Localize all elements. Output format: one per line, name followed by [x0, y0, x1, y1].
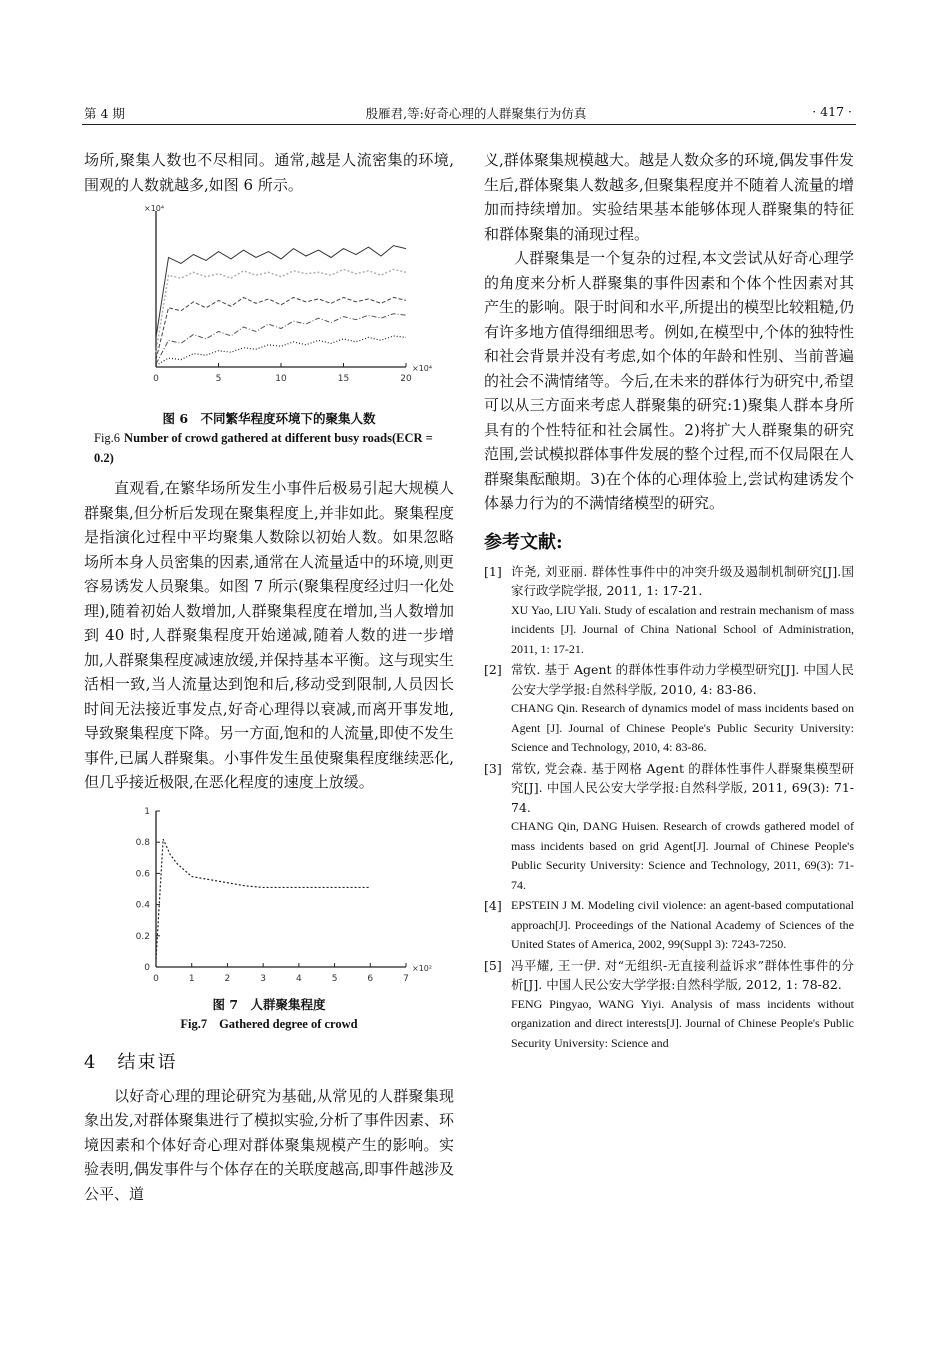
y-tick-label: 0 [144, 962, 150, 973]
figure-6-caption-label: Fig.6 [94, 431, 121, 445]
x-tick-label: 5 [331, 973, 338, 984]
reference-cn: 常钦. 基于 Agent 的群体性事件动力学模型研究[J]. 中国人民公安大学学报:自然科学版, 2010, 4: 83-86. [511, 662, 854, 697]
page-number: · 417 · [812, 104, 852, 119]
figure-7-chart [84, 799, 454, 991]
y-multiplier: ×10⁴ [144, 204, 165, 213]
reference-en: CHANG Qin. Research of dynamics model of mass incidents based on Agent [J]. Journal of Chinese People's Public Security University: Science and Technology, 2010, 4: 83-86. [511, 701, 854, 754]
figure-6-caption [84, 409, 454, 468]
right-para-1: 义,群体聚集规模越大。越是人数众多的环境,偶发事件发生后,群体聚集人数越多,但聚集程度并不随着人流量的增加而持续增加。实验结果基本能够体现人群聚集的特征和群体聚集的涌现过程。 [484, 151, 854, 243]
reference-item [484, 896, 854, 955]
left-column [84, 148, 454, 1206]
section-heading: 4 结束语 [84, 1051, 178, 1073]
reference-item [484, 759, 854, 896]
reference-en: EPSTEIN J M. Modeling civil violence: an agent-based computational approach[J]. Proceedings of the National Academy of Sciences of the United States of America, 2002, 99(Suppl 3): 7243-7250. [511, 898, 854, 951]
series-line [156, 839, 370, 959]
reference-cn: 许尧, 刘亚丽. 群体性事件中的冲突升级及遏制机制研究[J].国家行政学院学报, 2011, 1: 17-21. [511, 563, 854, 598]
x-tick-label: 2 [224, 973, 231, 984]
reference-en: XU Yao, LIU Yali. Study of escalation and restrain mechanism of mass incidents [J]. Journal of China National School of Administration, 2011, 1: 17-21. [511, 602, 854, 656]
figure-6 [84, 199, 454, 399]
reference-list [484, 562, 854, 1054]
references-heading: 参考文献: [484, 531, 563, 553]
series-line-5 [156, 336, 406, 366]
figure-7 [84, 799, 454, 991]
issue-number: 第 4 期 [84, 106, 125, 121]
header-rule [82, 124, 856, 125]
figure-6-caption-cn: 图 6 不同繁华程度环境下的聚集人数 [162, 411, 376, 426]
left-para-1: 场所,聚集人数也不尽相同。通常,越是人流密集的环境,围观的人数就越多,如图 6 所示。 [84, 151, 454, 194]
running-title: 殷雁君,等:好奇心理的人群聚集行为仿真 [365, 106, 587, 121]
x-tick-label: 4 [295, 973, 302, 984]
x-tick-label: 1 [188, 973, 195, 984]
x-tick-label: 0 [153, 973, 159, 984]
reference-item [484, 562, 854, 660]
reference-item [484, 956, 854, 1054]
reference-number: [1] [484, 563, 502, 579]
right-para-2: 人群聚集是一个复杂的过程,本文尝试从好奇心理学的角度来分析人群聚集的事件因素和个体个性因素对其产生的影响。限于时间和水平,所提出的模型比较粗糙,仍有许多地方值得细细思考。例如,在模型中,个体的独特性和社会背景并没有考虑,如个体的年龄和性别、当前普遍的社会不满情绪等。今后,在未来的群体行为研究中,希望可以从三方面来考虑人群聚集的研究:1)聚集人群本身所具有的个性特征和社会属性。2)将扩大人群聚集的研究范围,尝试模拟群体事件发展的整个过程,而不仅局限在人群聚集酝酿期。3)在个体的心理体验上,尝试构建诱发个体暴力行为的不满情绪模型的研究。 [484, 249, 854, 512]
reference-cn: 常钦, 党会森. 基于网格 Agent 的群体性事件人群聚集模型研究[J]. 中国人民公安大学学报:自然科学版, 2011, 69(3): 71-74. [511, 760, 854, 815]
y-tick-label: 0.6 [135, 868, 150, 879]
figure-7-caption-label: Fig.7 [180, 1016, 208, 1031]
figure-7-caption-en: Gathered degree of crowd [219, 1016, 358, 1031]
reference-en: CHANG Qin, DANG Huisen. Research of crowds gathered model of mass incidents based on grid Agent[J]. Journal of Chinese People's Public Security University: Science and Technology, 2011, 69(3): 71-74. [511, 819, 854, 892]
reference-number: [5] [484, 957, 502, 973]
y-tick-label: 1 [144, 806, 150, 817]
reference-number: [4] [484, 898, 502, 913]
series-line-1 [156, 246, 406, 338]
right-column [484, 148, 854, 1054]
figure-7-caption-cn: 图 7 人群聚集程度 [212, 996, 326, 1012]
series-line-2 [156, 269, 406, 352]
x-tick-label: 5 [215, 374, 222, 384]
reference-en: FENG Pingyao, WANG Yiyi. Analysis of mass incidents without organization and direct interests[J]. Journal of Chinese People's Public Security University: Science and [511, 996, 854, 1050]
x-tick-label: 15 [337, 374, 350, 384]
reference-number: [2] [484, 662, 502, 677]
reference-number: [3] [484, 760, 502, 776]
figure-6-caption-en: Number of crowd gathered at different busy roads(ECR = 0.2) [94, 431, 433, 465]
x-multiplier: ×10² [412, 963, 433, 973]
x-tick-label: 3 [260, 973, 267, 984]
x-tick-label: 20 [400, 374, 412, 384]
y-tick-label: 0.8 [135, 837, 150, 848]
x-tick-label: 6 [367, 973, 374, 984]
y-tick-label: 0.2 [135, 931, 150, 942]
figure-7-caption [84, 995, 454, 1034]
figure-6-chart [84, 199, 454, 399]
left-para-2: 直观看,在繁华场所发生小事件后极易引起大规模人群聚集,但分析后发现在聚集程度上,并非如此。聚集程度是指演化过程中平均聚集人数除以初始人数。如果忽略场所本身人员密集的因素,通常在人流量适中的环境,则更容易诱发人员聚集。如图 7 所示(聚集程度经过归一化处理),随着初始人数增加,人群聚集程度在增加,当人数增加到 40 时,人群聚集程度开始递减,随着人数的进一步增加,人群聚集程度减速放缓,并保持基本平衡。这与现实生活相一致,当人流量达到饱和后,移动受到限制,人员因长时间无法接近事发点,好奇心理得以衰减,而离开事发地,导致聚集程度下降。另一方面,饱和的人流量,即使不发生事件,已属人群聚集。小事件发生虽使聚集程度继续恶化,但几乎接近极限,在恶化程度的速度上放缓。 [84, 479, 454, 791]
reference-item [484, 660, 854, 758]
x-tick-label: 0 [153, 374, 159, 384]
x-tick-label: 10 [275, 374, 287, 384]
series-line-4 [156, 314, 406, 364]
reference-cn: 冯平耀, 王一伊. 对“无组织-无直接利益诉求”群体性事件的分析[J]. 中国人民公安大学学报:自然科学版, 2012, 1: 78-82. [511, 957, 854, 992]
y-tick-label: 0.4 [135, 900, 150, 911]
left-para-3: 以好奇心理的理论研究为基础,从常见的人群聚集现象出发,对群体聚集进行了模拟实验,分析了事件因素、环境因素和个体好奇心理对群体聚集规模产生的影响。实验表明,偶发事件与个体存在的关联度越高,即事件越涉及公平、道 [84, 1086, 454, 1203]
x-multiplier: ×10⁴ [412, 364, 433, 373]
x-tick-label: 7 [403, 973, 409, 984]
